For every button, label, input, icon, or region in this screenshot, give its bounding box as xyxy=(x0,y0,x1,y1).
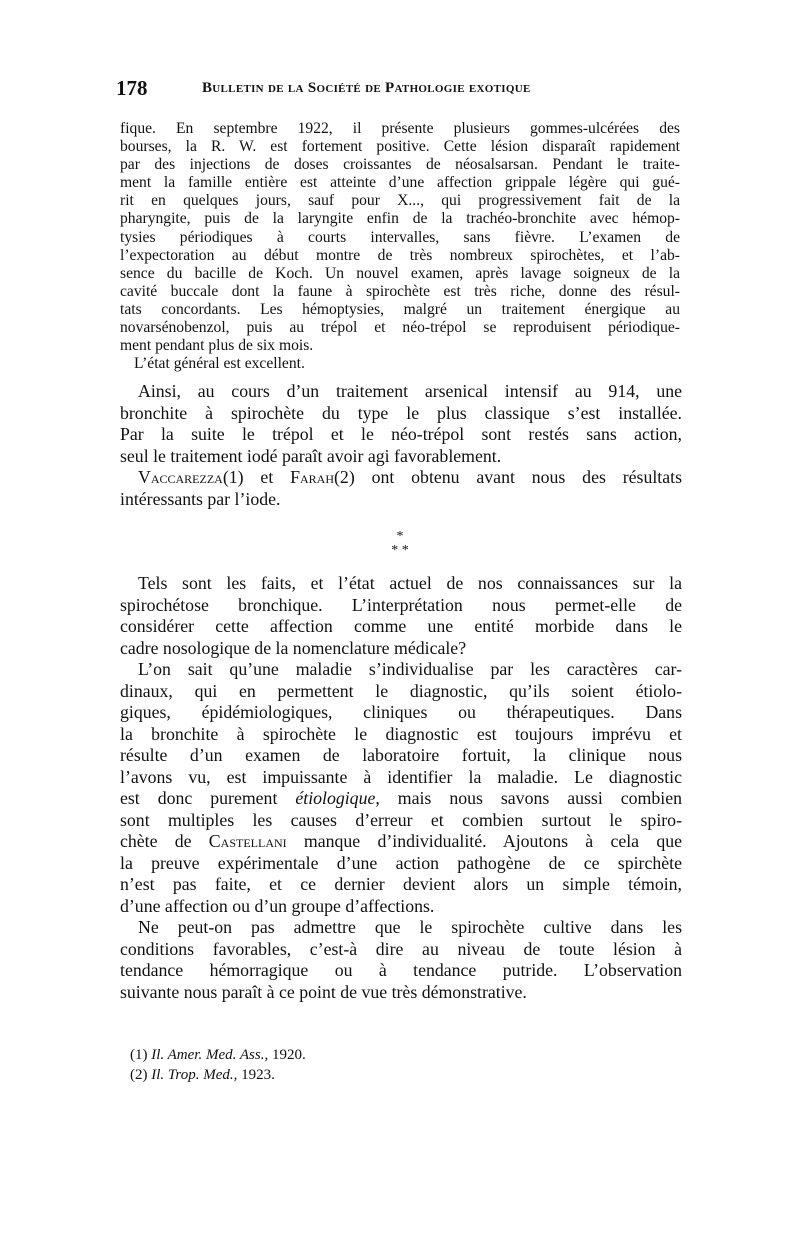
author-name: Farah xyxy=(290,467,335,487)
page-header xyxy=(116,76,676,100)
body-line: seul le traitement iodé paraît avoir agi favorablement. xyxy=(120,445,502,466)
footnote-1 xyxy=(130,1045,530,1065)
body-line: intéressants par l’iode. xyxy=(120,488,281,509)
body-line: tendance hémorragique ou à tendance putride. L’observation xyxy=(120,960,682,980)
case-report-line: pharyngite, puis de la laryngite enfin de la trachéo-bronchite avec hémop- xyxy=(120,210,680,228)
footnote-year: , 1920. xyxy=(264,1047,306,1063)
body-text: ont obtenu avant nous des résultats xyxy=(354,467,682,487)
body-text: , mais nous savons aussi combien xyxy=(375,788,682,808)
footnote-ref: (2) xyxy=(334,467,355,487)
case-report-line: fique. En septembre 1922, il présente plusieurs gommes-ulcérées des xyxy=(120,120,680,137)
paragraph-1 xyxy=(120,381,682,510)
body-line: L’on sait qu’une maladie s’individualise par les caractères car- xyxy=(138,659,682,679)
body-line: considérer cette affection comme une entité morbide dans le xyxy=(120,616,682,636)
case-report-line: ment la famille entière est atteinte d’une affection grippale légère qui gué- xyxy=(120,174,680,192)
asterism-top: * xyxy=(396,529,404,544)
body-line: l’avons vu, est impuissante à identifier la maladie. Le diagnostic xyxy=(120,766,682,787)
body-line: cadre nosologique de la nomenclature médicale? xyxy=(120,637,467,658)
italic-term: étiologique xyxy=(295,788,376,808)
journal-title: Il. Amer. Med. Ass. xyxy=(151,1047,265,1063)
body-line: Par la suite le trépol et le néo-trépol sont restés sans action, xyxy=(120,424,682,444)
case-report-line: tats concordants. Les hémoptysies, malgré un traitement énergique au xyxy=(120,300,680,318)
case-report-line: sence du bacille de Koch. Un nouvel examen, après lavage soigneux de la xyxy=(120,264,680,282)
footnote-mark: (2) xyxy=(130,1067,148,1083)
author-name: Castellani xyxy=(208,831,287,851)
body-line: la bronchite à spirochète le diagnostic est toujours imprévu et xyxy=(120,723,682,744)
footnote-year: , 1923. xyxy=(233,1067,275,1083)
body-line: résulte d’un examen de laboratoire fortuit, la clinique nous xyxy=(120,745,682,765)
case-report-line: bourses, la R. W. est fortement positive. Cette lésion disparaît rapidement xyxy=(120,138,680,156)
body-line xyxy=(120,788,682,810)
running-title: Bulletin de la Société de Pathologie exotique xyxy=(202,80,531,96)
body-line: suivante nous paraît à ce point de vue très démonstrative. xyxy=(120,981,527,1002)
footnote-mark: (1) xyxy=(130,1047,148,1063)
case-report-block xyxy=(120,120,680,373)
body-text: manque d’individualité. Ajoutons à cela que xyxy=(286,831,682,851)
body-line: la preuve expérimentale d’une action pathogène de ce spirchète xyxy=(120,852,682,873)
author-name: Vaccarezza xyxy=(138,467,223,487)
journal-title: Il. Trop. Med. xyxy=(151,1067,234,1083)
body-line: giques, épidémiologiques, cliniques ou thérapeutiques. Dans xyxy=(120,702,682,722)
body-line: bronchite à spirochète du type le plus classique s’est installée. xyxy=(120,402,682,423)
case-report-line: cavité buccale dont la faune à spirochète est très riche, donne des résul- xyxy=(120,282,680,300)
case-report-line: ment pendant plus de six mois. xyxy=(120,337,314,355)
body-text: est donc purement xyxy=(120,788,296,808)
body-text: chète de xyxy=(120,831,209,851)
case-report-line: tysies périodiques à courts intervalles, sans fièvre. L’examen de xyxy=(120,228,680,246)
body-line: Ainsi, au cours d’un traitement arsenical intensif au 914, une xyxy=(138,381,682,401)
footnote-ref: (1) xyxy=(222,467,244,487)
page-number: 178 xyxy=(116,76,148,100)
footnote-2 xyxy=(130,1065,530,1085)
case-report-line: rit en quelques jours, sauf pour X..., qui progressivement fait de la xyxy=(120,192,680,210)
body-line: dinaux, qui en permettent le diagnostic, qu’ils soient étiolo- xyxy=(120,680,682,701)
body-line xyxy=(120,831,682,853)
case-report-line: par des injections de doses croissantes de néosalsarsan. Pendant le traite- xyxy=(120,156,680,174)
footnotes xyxy=(130,1045,530,1085)
asterism-bottom: * * xyxy=(391,543,409,558)
case-report-line: l’expectoration au début montre de très nombreux spirochètes, et l’ab- xyxy=(120,246,680,264)
section-asterism xyxy=(375,530,425,558)
body-line: conditions favorables, c’est-à dire au niveau de toute lésion à xyxy=(120,938,682,959)
case-report-final-line: L’état général est excellent. xyxy=(134,355,305,373)
citation-line xyxy=(120,467,682,489)
body-line: Ne peut-on pas admettre que le spirochète cultive dans les xyxy=(138,917,682,937)
body-line: Tels sont les faits, et l’état actuel de nos connaissances sur la xyxy=(138,573,682,593)
body-line: spirochétose bronchique. L’interprétation nous permet-elle de xyxy=(120,594,682,615)
main-text xyxy=(120,573,682,1003)
case-report-line: novarsénobenzol, puis au trépol et néo-trépol se reproduisent périodique- xyxy=(120,319,680,337)
body-line: d’une affection ou d’un groupe d’affections. xyxy=(120,895,435,916)
connector-text: et xyxy=(243,467,291,487)
body-line: sont multiples les causes d’erreur et combien surtout le spiro- xyxy=(120,809,682,830)
body-line: n’est pas faite, et ce dernier devient alors un simple témoin, xyxy=(120,874,682,894)
